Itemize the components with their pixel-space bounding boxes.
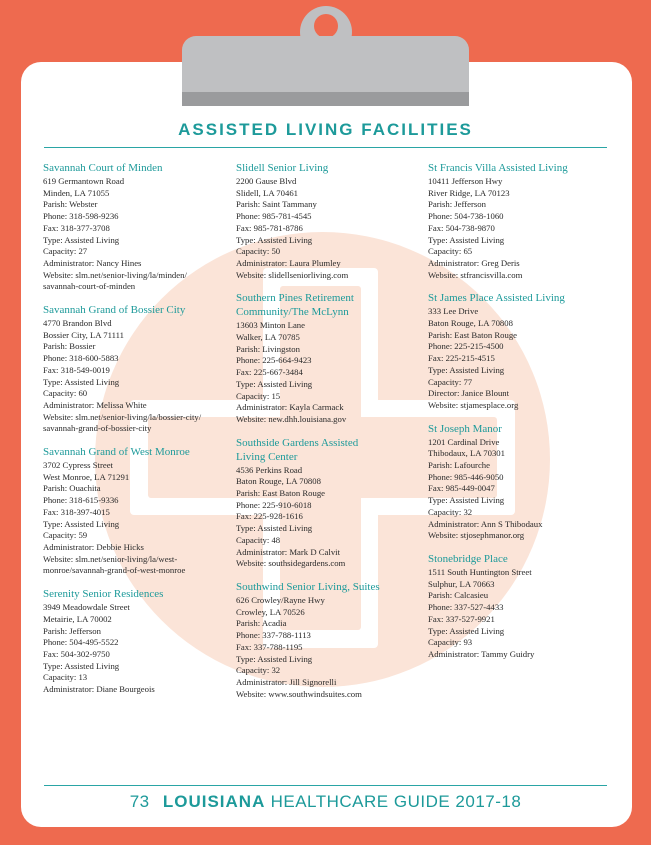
facility-detail: Parish: Jefferson — [43, 625, 101, 636]
facility-detail: Administrator: Nancy Hines — [43, 257, 142, 268]
facility-detail: Website: slidellseniorliving.com — [236, 269, 349, 280]
facility-detail: Parish: Webster — [43, 199, 98, 210]
footer-guide-title: HEALTHCARE GUIDE 2017-18 — [270, 792, 522, 811]
facility-detail: Website: slm.net/senior-living/la/west- — [43, 553, 178, 564]
page-number: 73 — [129, 792, 150, 811]
facility-detail: Administrator: Debbie Hicks — [43, 541, 144, 552]
facility-detail: Type: Assisted Living — [236, 523, 313, 534]
facility-detail: Phone: 225-910-6018 — [236, 499, 312, 510]
facility-detail: Baton Rouge, LA 70808 — [236, 476, 321, 487]
facility-detail: Capacity: 59 — [43, 530, 88, 541]
facility-detail: savannah-grand-of-bossier-city — [43, 423, 152, 434]
facility-entry — [236, 162, 421, 281]
facility-detail: Fax: 985-781-8786 — [236, 222, 303, 233]
facility-detail: 10411 Jefferson Hwy — [428, 176, 503, 186]
facility-name: Southside Gardens Assisted — [236, 436, 359, 449]
facility-entry — [236, 581, 421, 700]
facility-detail: Phone: 337-527-4433 — [428, 602, 504, 613]
facility-name: Savannah Court of Minden — [43, 162, 163, 174]
facility-detail: Fax: 225-667-3484 — [236, 367, 303, 378]
facility-entry — [43, 446, 228, 577]
facility-detail: Website: www.southwindsuites.com — [236, 688, 362, 699]
facility-detail: Fax: 225-928-1616 — [236, 511, 303, 522]
facility-name: Living Center — [236, 450, 298, 463]
facility-name: St Francis Villa Assisted Living — [428, 162, 568, 174]
facility-detail: Capacity: 48 — [236, 534, 281, 545]
footer-divider — [44, 785, 607, 786]
facility-name: Community/The McLynn — [236, 306, 349, 319]
facility-detail: Website: stjosephmanor.org — [428, 530, 525, 541]
facility-name: Savannah Grand of Bossier City — [43, 304, 186, 317]
facility-detail: Website: stfrancisvilla.com — [428, 269, 523, 280]
facility-detail: Slidell, LA 70461 — [236, 187, 299, 198]
facility-detail: Capacity: 93 — [428, 637, 473, 648]
facility-detail: Capacity: 65 — [428, 246, 473, 257]
facility-detail: Parish: Lafourche — [428, 460, 490, 471]
facility-detail: 333 Lee Drive — [428, 306, 479, 317]
facility-detail: 2200 Gause Blvd — [236, 176, 297, 186]
facility-detail: Type: Assisted Living — [428, 495, 505, 506]
facility-detail: 4770 Brandon Blvd — [43, 318, 112, 329]
clipboard-clip-band — [182, 92, 469, 106]
facility-detail: Administrator: Melissa White — [43, 399, 147, 410]
facility-detail: 3949 Meadowdale Street — [43, 602, 130, 613]
title-divider — [44, 147, 607, 148]
facility-detail: Fax: 318-377-3708 — [43, 222, 110, 233]
facility-entry — [428, 162, 613, 281]
facility-detail: 1201 Cardinal Drive — [428, 436, 500, 447]
facility-detail: Capacity: 50 — [236, 246, 281, 257]
facility-detail: Type: Assisted Living — [43, 234, 120, 245]
facility-detail: Parish: Calcasieu — [428, 590, 489, 601]
facility-detail: Parish: Jefferson — [428, 199, 486, 210]
facility-name: St Joseph Manor — [428, 422, 502, 435]
facility-detail: Type: Assisted Living — [43, 376, 120, 387]
facility-detail: Fax: 985-449-0047 — [428, 483, 495, 494]
facility-name: Serenity Senior Residences — [43, 588, 164, 601]
facility-detail: River Ridge, LA 70123 — [428, 187, 510, 198]
facility-detail: Type: Assisted Living — [43, 518, 120, 529]
facility-detail: Minden, LA 71055 — [43, 187, 110, 198]
facility-detail: Metairie, LA 70002 — [43, 613, 112, 624]
listing-column-1 — [43, 162, 228, 707]
facility-detail: Website: slm.net/senior-living/la/bossier-city/ — [43, 411, 202, 422]
facility-detail: Capacity: 32 — [428, 506, 473, 517]
facility-detail: Capacity: 27 — [43, 246, 88, 257]
facility-detail: Thibodaux, LA 70301 — [428, 448, 505, 459]
clipboard-clip — [182, 36, 469, 106]
facility-detail: 4536 Perkins Road — [236, 464, 303, 475]
facility-detail: Type: Assisted Living — [236, 234, 313, 245]
facility-name: St James Place Assisted Living — [428, 292, 565, 305]
facility-detail: Phone: 504-495-5522 — [43, 637, 119, 648]
facility-detail: West Monroe, LA 71291 — [43, 471, 130, 482]
facility-detail: Type: Assisted Living — [236, 653, 313, 664]
facility-detail: Administrator: Mark D Calvit — [236, 546, 340, 557]
facility-detail: 1511 South Huntington Street — [428, 566, 532, 577]
facility-detail: Sulphur, LA 70663 — [428, 578, 495, 589]
facility-detail: Capacity: 60 — [43, 388, 88, 399]
facility-detail: Fax: 337-527-9921 — [428, 613, 495, 624]
footer-brand: LOUISIANA — [162, 792, 266, 811]
facility-detail: Parish: Bossier — [43, 341, 96, 352]
facility-detail: Fax: 504-302-9750 — [43, 648, 110, 659]
facility-detail: Phone: 504-738-1060 — [428, 211, 504, 222]
facility-detail: Administrator: Laura Plumley — [236, 257, 341, 268]
facility-entry — [236, 292, 421, 425]
facility-detail: Fax: 225-215-4515 — [428, 353, 495, 364]
facility-detail: Director: Janice Blount — [428, 388, 510, 399]
facility-entry — [428, 553, 613, 661]
facility-detail: Fax: 318-397-4015 — [43, 506, 110, 517]
facility-detail: Phone: 337-788-1113 — [236, 630, 311, 641]
facility-detail: Parish: Livingston — [236, 343, 300, 354]
facility-detail: Type: Assisted Living — [236, 378, 313, 389]
listing-column-3 — [428, 162, 613, 672]
facility-detail: Type: Assisted Living — [428, 625, 505, 636]
facility-detail: Type: Assisted Living — [428, 364, 505, 375]
facility-detail: Phone: 318-598-9236 — [43, 211, 119, 222]
facility-detail: Capacity: 13 — [43, 672, 88, 683]
facility-detail: Administrator: Kayla Carmack — [236, 402, 344, 413]
facility-detail: Phone: 225-664-9423 — [236, 355, 312, 366]
listing-column-2 — [236, 162, 421, 711]
facility-entry — [43, 588, 228, 696]
facility-detail: Parish: Ouachita — [43, 483, 101, 494]
facility-detail: Administrator: Jill Signorelli — [236, 676, 337, 687]
facility-detail: Phone: 225-215-4500 — [428, 341, 504, 352]
facility-detail: Phone: 318-615-9336 — [43, 495, 119, 506]
facility-name: Slidell Senior Living — [236, 162, 329, 174]
page-footer — [0, 792, 651, 812]
facility-detail: Parish: East Baton Rouge — [236, 488, 326, 499]
facility-detail: Administrator: Diane Bourgeois — [43, 684, 155, 695]
facility-entry — [428, 423, 613, 542]
facility-name: Savannah Grand of West Monroe — [43, 446, 190, 459]
facility-detail: Type: Assisted Living — [43, 660, 120, 671]
facility-detail: monroe/savannah-grand-of-west-monroe — [43, 565, 186, 576]
clipboard-clip-hole — [314, 14, 338, 38]
facility-detail: Walker, LA 70785 — [236, 332, 300, 343]
facility-detail: Capacity: 77 — [428, 376, 473, 387]
facility-detail: Website: slm.net/senior-living/la/minden/ — [43, 269, 187, 280]
facility-detail: Administrator: Tammy Guidry — [428, 648, 535, 659]
facility-detail: Crowley, LA 70526 — [236, 606, 305, 617]
facility-name: Southwind Senior Living, Suites — [236, 580, 380, 593]
facility-detail: Fax: 504-738-9870 — [428, 222, 495, 233]
facility-detail: Phone: 318-600-5883 — [43, 353, 119, 364]
facility-detail: 3702 Cypress Street — [43, 460, 113, 471]
facility-detail: Parish: Saint Tammany — [236, 199, 317, 210]
facility-detail: Bossier City, LA 71111 — [43, 329, 125, 340]
facility-detail: Capacity: 32 — [236, 665, 281, 676]
page-title: ASSISTED LIVING FACILITIES — [178, 120, 473, 139]
facility-detail: Website: new.dhh.louisiana.gov — [236, 413, 347, 424]
facility-detail: Fax: 337-788-1195 — [236, 641, 303, 652]
facility-detail: Website: southsidegardens.com — [236, 558, 346, 569]
facility-detail: Fax: 318-549-0019 — [43, 364, 110, 375]
facility-entry — [43, 162, 228, 293]
facility-entry — [428, 292, 613, 411]
facility-detail: Parish: Acadia — [236, 618, 287, 629]
facility-entry — [43, 304, 228, 435]
facility-detail: Website: stjamesplace.org — [428, 399, 519, 410]
facility-name: Stonebridge Place — [428, 552, 508, 565]
facility-detail: Parish: East Baton Rouge — [428, 329, 518, 340]
facility-detail: savannah-court-of-minden — [43, 281, 136, 292]
facility-detail: Administrator: Greg Deris — [428, 257, 520, 268]
facility-detail: 626 Crowley/Rayne Hwy — [236, 594, 325, 605]
facility-entry — [236, 437, 421, 570]
facility-detail: 13603 Minton Lane — [236, 320, 306, 331]
facility-detail: Phone: 985-446-9050 — [428, 471, 504, 482]
facility-detail: 619 Germantown Road — [43, 176, 125, 186]
facility-detail: Baton Rouge, LA 70808 — [428, 318, 513, 329]
facility-detail: Type: Assisted Living — [428, 234, 505, 245]
facility-name: Southern Pines Retirement — [236, 292, 354, 305]
facility-detail: Administrator: Ann S Thibodaux — [428, 518, 543, 529]
facility-detail: Capacity: 15 — [236, 390, 281, 401]
facility-detail: Phone: 985-781-4545 — [236, 211, 312, 222]
